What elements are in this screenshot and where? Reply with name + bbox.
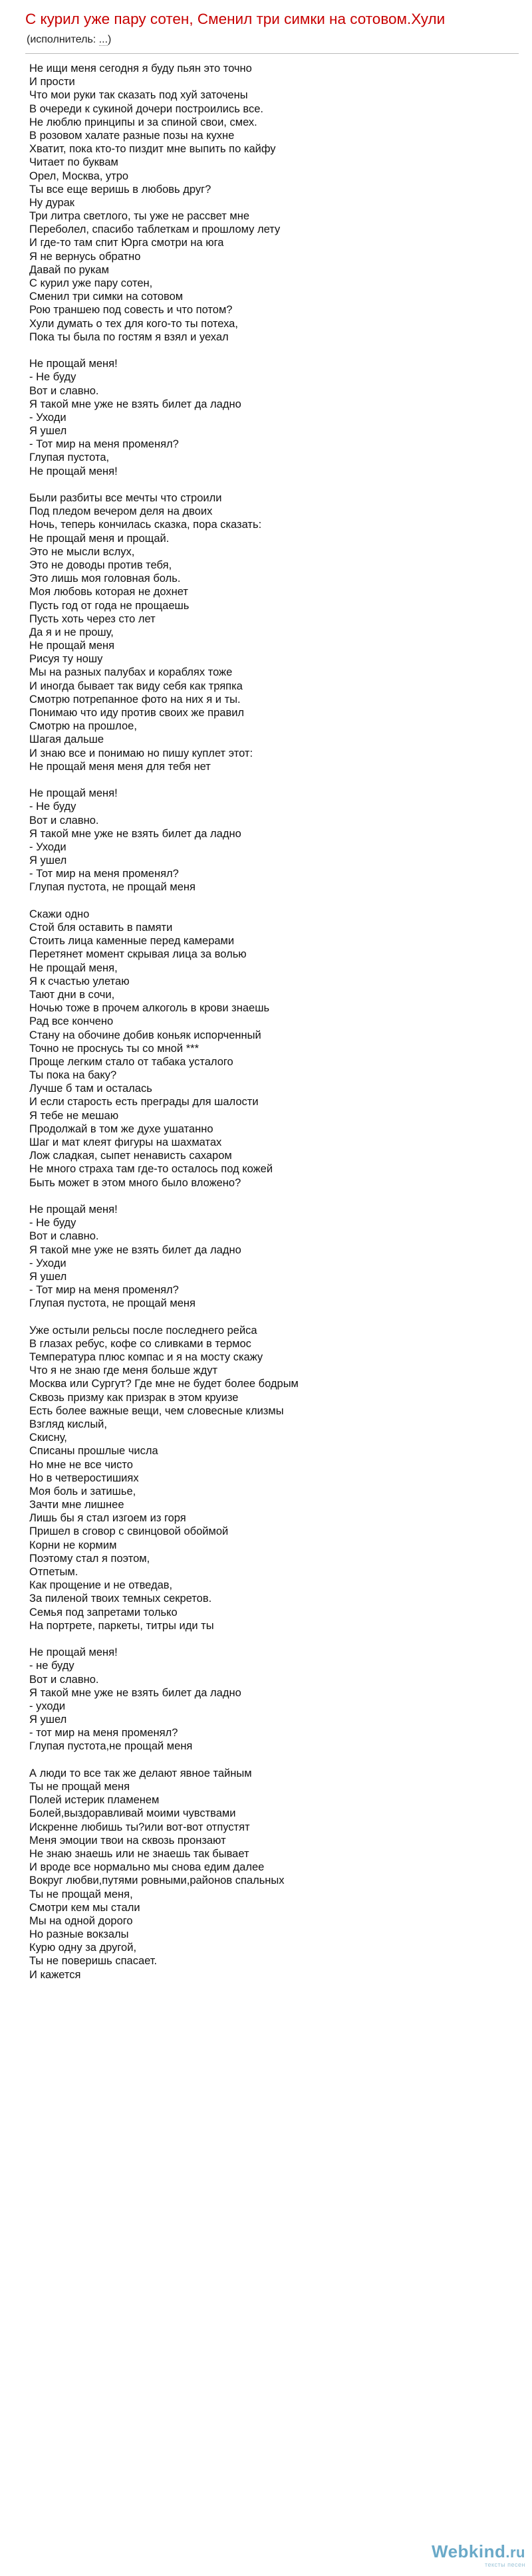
- lyrics-line: Не прощай меня!: [29, 465, 118, 477]
- lyrics-line: - Не буду: [29, 801, 76, 813]
- lyrics-line: Стоить лица каменные перед камерами: [29, 935, 235, 948]
- lyrics-line: Болей,выздоравливай моими чувствами: [29, 1807, 236, 1820]
- lyrics-line: Ты все еще веришь в любовь друг?: [29, 183, 211, 195]
- lyrics-line: Я ушел: [29, 1714, 67, 1726]
- lyrics-line: В глазах ребус, кофе со сливками в термос: [29, 1337, 251, 1350]
- lyrics-blank-line: [29, 1753, 521, 1767]
- lyrics-line: Не прощай меня и прощай.: [29, 532, 170, 545]
- lyrics-line: Искренне любишь ты?или вот-вот отпустят: [29, 1821, 250, 1833]
- lyrics-line: Я такой мне уже не взять билет да ладно: [29, 827, 241, 840]
- lyrics-line: И где-то там спит Юрга смотри на юга: [29, 237, 224, 249]
- lyrics-line: Я ушел: [29, 1270, 67, 1283]
- lyrics-line: Не прощай меня!: [29, 1203, 118, 1216]
- lyrics-line: Ты не поверишь спасает.: [29, 1955, 158, 1968]
- lyrics-line: Это не доводы против тебя,: [29, 559, 172, 571]
- lyrics-line: Рою траншею под совесть и что потом?: [29, 304, 233, 317]
- lyrics-line: Корни не кормим: [29, 1539, 117, 1551]
- lyrics-line: Ты пока на баку?: [29, 1069, 117, 1082]
- lyrics-blank-line: [29, 773, 521, 787]
- lyrics-blank-line: [29, 1190, 521, 1203]
- lyrics-line: Орел, Москва, утро: [29, 170, 129, 182]
- lyrics-line: Понимаю что иду против своих же правил: [29, 707, 245, 719]
- logo-wordmark: [432, 2541, 525, 2562]
- lyrics-line: Моя любовь которая не дохнет: [29, 586, 188, 598]
- lyrics-line: Поэтому стал я поэтом,: [29, 1552, 150, 1565]
- lyrics-line: Я к счастью улетаю: [29, 975, 130, 987]
- lyrics-line: Я тебе не мешаю: [29, 1109, 119, 1122]
- lyrics-line: И иногда бывает так виду себя как тряпка: [29, 680, 243, 692]
- lyrics-line: В розовом халате разные позы на кухне: [29, 129, 235, 142]
- lyrics-line: Сменил три симки на сотовом: [29, 291, 184, 303]
- lyrics-line: Читает по буквам: [29, 156, 118, 169]
- lyrics-line: - Уходи: [29, 411, 66, 424]
- lyrics-line: Не прощай меня,: [29, 962, 118, 974]
- lyrics-line: Смотри кем мы стали: [29, 1901, 140, 1914]
- lyrics-line: Полей истерик пламенем: [29, 1794, 160, 1807]
- lyrics-blank-line: [29, 894, 521, 908]
- lyrics-line: Курю одну за другой,: [29, 1942, 137, 1954]
- lyrics-line: Проще легким стало от табака усталого: [29, 1055, 233, 1068]
- lyrics-line: Перетянет момент скрывая лица за волью: [29, 948, 247, 961]
- lyrics-line: Температура плюс компас и я на мосту скажу: [29, 1351, 263, 1363]
- lyrics-line: Шаг и мат клеят фигуры на шахматах: [29, 1136, 222, 1148]
- lyrics-line: - Не буду: [29, 371, 76, 384]
- lyrics-blank-line: [29, 1310, 521, 1323]
- lyrics-line: Глупая пустота,не прощай меня: [29, 1740, 193, 1753]
- lyrics-line: Стану на обочине добив коньяк испорченный: [29, 1029, 261, 1041]
- lyrics-line: Списаны прошлые числа: [29, 1445, 158, 1458]
- lyrics-line: Пусть год от года не прощаешь: [29, 599, 190, 612]
- lyrics-line: Под пледом вечером деля на двоих: [29, 505, 213, 518]
- lyrics-line: Мы на одной дорого: [29, 1914, 133, 1927]
- lyrics-line: - Тот мир на меня променял?: [29, 438, 179, 451]
- lyrics-blank-line: [29, 344, 521, 357]
- lyrics-line: Но разные вокзалы: [29, 1928, 129, 1941]
- lyrics-line: Ночью тоже в прочем алкоголь в крови знаешь: [29, 1002, 270, 1015]
- lyrics-line: Ты не прощай меня,: [29, 1888, 133, 1900]
- lyrics-line: - уходи: [29, 1700, 66, 1712]
- lyrics-line: Что мои руки так сказать под хуй заточены: [29, 89, 248, 102]
- lyrics-line: Я не вернусь обратно: [29, 250, 141, 263]
- performer-link[interactable]: ...: [98, 34, 108, 45]
- lyrics-line: Зачти мне лишнее: [29, 1499, 124, 1511]
- lyrics-line: Смотрю на прошлое,: [29, 720, 137, 733]
- lyrics-line: За пиленой твоих темных секретов.: [29, 1593, 212, 1605]
- lyrics-line: Не ищи меня сегодня я буду пьян это точно: [29, 63, 252, 74]
- lyrics-line: Давай по рукам: [29, 263, 109, 276]
- lyrics-line: А люди то все так же делают явное тайным: [29, 1767, 252, 1779]
- performer-close: ): [108, 34, 112, 45]
- lyrics-line: Тают дни в сочи,: [29, 988, 115, 1001]
- lyrics-line: Рад все кончено: [29, 1015, 114, 1028]
- lyrics-line: Быть может в этом много было вложено?: [29, 1176, 241, 1189]
- lyrics-line: Не прощай меня!: [29, 1646, 118, 1659]
- lyrics-line: - Не буду: [29, 1217, 76, 1229]
- lyrics-line: Глупая пустота, не прощай меня: [29, 881, 196, 894]
- header-divider: [25, 53, 519, 54]
- lyrics-line: Пусть хоть через сто лет: [29, 612, 156, 625]
- lyrics-line: Как прощение и не отведав,: [29, 1579, 173, 1592]
- lyrics-line: Хули думать о тех для кого-то ты потеха,: [29, 317, 238, 330]
- lyrics-line: С курил уже пару сотен,: [29, 277, 153, 289]
- lyrics-line: Моя боль и затишье,: [29, 1485, 136, 1497]
- lyrics-line: Москва или Сургут? Где мне не будет более бодрым: [29, 1378, 299, 1390]
- lyrics-line: - Тот мир на меня променял?: [29, 868, 179, 880]
- lyrics-line: Точно не проснусь ты со мной ***: [29, 1042, 199, 1055]
- lyrics-line: Переболел, спасибо таблеткам и прошлому лету: [29, 223, 281, 236]
- lyrics-line: Не много страха там где-то осталось под кожей: [29, 1163, 273, 1176]
- lyrics-line: Вот и славно.: [29, 384, 99, 397]
- site-logo[interactable]: [426, 2539, 525, 2571]
- lyrics-line: Взгляд кислый,: [29, 1418, 107, 1430]
- page-title: С курил уже пару сотен, Сменил три симки на сотовом.Хули: [25, 11, 446, 27]
- lyrics-line: Вокруг любви,путями ровными,районов спальных: [29, 1874, 285, 1887]
- performer-label: (исполнитель:: [27, 34, 99, 45]
- lyrics-line: В очереди к сукиной дочери построились все.: [29, 102, 263, 115]
- lyrics-line: Сквозь призму как призрак в этом круизе: [29, 1391, 239, 1404]
- lyrics-line: Я такой мне уже не взять билет да ладно: [29, 1686, 241, 1699]
- logo-tagline: тексты песен: [484, 2561, 525, 2568]
- lyrics-line: И прости: [29, 76, 75, 88]
- lyrics-line: Пришел в сговор с свинцовой обоймой: [29, 1525, 229, 1538]
- lyrics-line: Глупая пустота, не прощай меня: [29, 1297, 196, 1310]
- lyrics-line: Ну дурак: [29, 196, 75, 209]
- lyrics-line: Но в четверостишиях: [29, 1472, 139, 1484]
- lyrics-line: Мы на разных палубах и кораблях тоже: [29, 666, 233, 679]
- lyrics-line: Хватит, пока кто-то пиздит мне выпить по кайфу: [29, 143, 276, 156]
- logo-brand-main: Webkind: [432, 2541, 506, 2561]
- lyrics-line: - не буду: [29, 1660, 74, 1672]
- lyrics-line: И знаю все и понимаю но пишу куплет этот:: [29, 747, 253, 759]
- lyrics-line: Есть более важные вещи, чем словесные клизмы: [29, 1404, 284, 1417]
- lyrics-line: Смотрю потрепанное фото на них я и ты.: [29, 693, 241, 706]
- logo-brand-tld: .ru: [505, 2544, 525, 2561]
- lyrics-line: Не знаю знаешь или не знаешь так бывает: [29, 1847, 249, 1860]
- lyrics-line: Но мне не все чисто: [29, 1458, 133, 1471]
- lyrics-line: Я такой мне уже не взять билет да ладно: [29, 398, 241, 410]
- lyrics-line: Ты не прощай меня: [29, 1781, 130, 1793]
- lyrics-line: Пока ты была по гостям я взял и уехал: [29, 330, 229, 343]
- lyrics-line: И если старость есть преграды для шалости: [29, 1096, 259, 1108]
- lyrics-line: И вроде все нормально мы снова едим далее: [29, 1861, 265, 1874]
- lyrics-line: Были разбиты все мечты что строили: [29, 492, 222, 504]
- lyrics-line: Вот и славно.: [29, 814, 99, 827]
- lyrics-line: Меня эмоции твои на сквозь пронзают: [29, 1834, 226, 1847]
- lyrics-line: Это лишь моя головная боль.: [29, 573, 181, 585]
- lyrics-line: Не прощай меня!: [29, 358, 118, 370]
- lyrics-line: Вот и славно.: [29, 1230, 99, 1243]
- lyrics-line: Уже остыли рельсы после последнего рейса: [29, 1324, 257, 1337]
- lyrics-line: Стой бля оставить в памяти: [29, 922, 173, 934]
- lyrics-line: Три литра светлого, ты уже не рассвет мне: [29, 210, 250, 223]
- lyrics-line: Глупая пустота,: [29, 451, 110, 464]
- lyrics-line: Не прощай меня!: [29, 787, 118, 800]
- lyrics-line: Ночь, теперь кончилась сказка, пора сказать:: [29, 519, 262, 531]
- lyrics-line: Я такой мне уже не взять билет да ладно: [29, 1243, 241, 1256]
- lyrics-line: Я ушел: [29, 854, 67, 867]
- lyrics-line: Вот и славно.: [29, 1673, 99, 1686]
- lyrics-line: - Уходи: [29, 1257, 66, 1269]
- lyrics-line: Скисну,: [29, 1432, 67, 1444]
- lyrics-blank-line: [29, 1632, 521, 1646]
- lyrics-line: Шагая дальше: [29, 733, 104, 746]
- lyrics-line: Это не мысли вслух,: [29, 545, 135, 558]
- lyrics-line: Что я не знаю где меня больше ждут: [29, 1364, 218, 1377]
- lyrics-line: Да я и не прошу,: [29, 626, 114, 638]
- lyrics-line: Рисуя ту ношу: [29, 653, 103, 666]
- lyrics-line: Я ушел: [29, 425, 67, 438]
- performer-line: [27, 33, 111, 47]
- lyrics-line: Лучше б там и осталась: [29, 1083, 152, 1095]
- lyrics-line: Отпетым.: [29, 1566, 78, 1578]
- lyrics-line: И кажется: [29, 1968, 81, 1981]
- lyrics-line: Лишь бы я стал изгоем из горя: [29, 1512, 186, 1525]
- lyrics-line: - Уходи: [29, 840, 66, 853]
- lyrics-blank-line: [29, 478, 521, 491]
- lyrics-line: Скажи одно: [29, 908, 90, 920]
- lyrics-line: Семья под запретами только: [29, 1606, 178, 1618]
- lyrics-line: - Тот мир на меня променял?: [29, 1284, 179, 1297]
- lyrics-line: Не прощай меня: [29, 640, 115, 652]
- lyrics-line: - тот мир на меня променял?: [29, 1727, 178, 1739]
- lyrics-line: Лож сладкая, сыпет ненависть сахаром: [29, 1150, 232, 1162]
- lyrics-line: Продолжай в том же духе ушатанно: [29, 1122, 213, 1135]
- lyrics-line: Не люблю принципы и за спиной свои, смех.: [29, 116, 257, 128]
- lyrics-line: На портрете, паркеты, титры иди ты: [29, 1619, 214, 1632]
- lyrics-text: [29, 62, 521, 1982]
- lyrics-line: Не прощай меня меня для тебя нет: [29, 760, 211, 773]
